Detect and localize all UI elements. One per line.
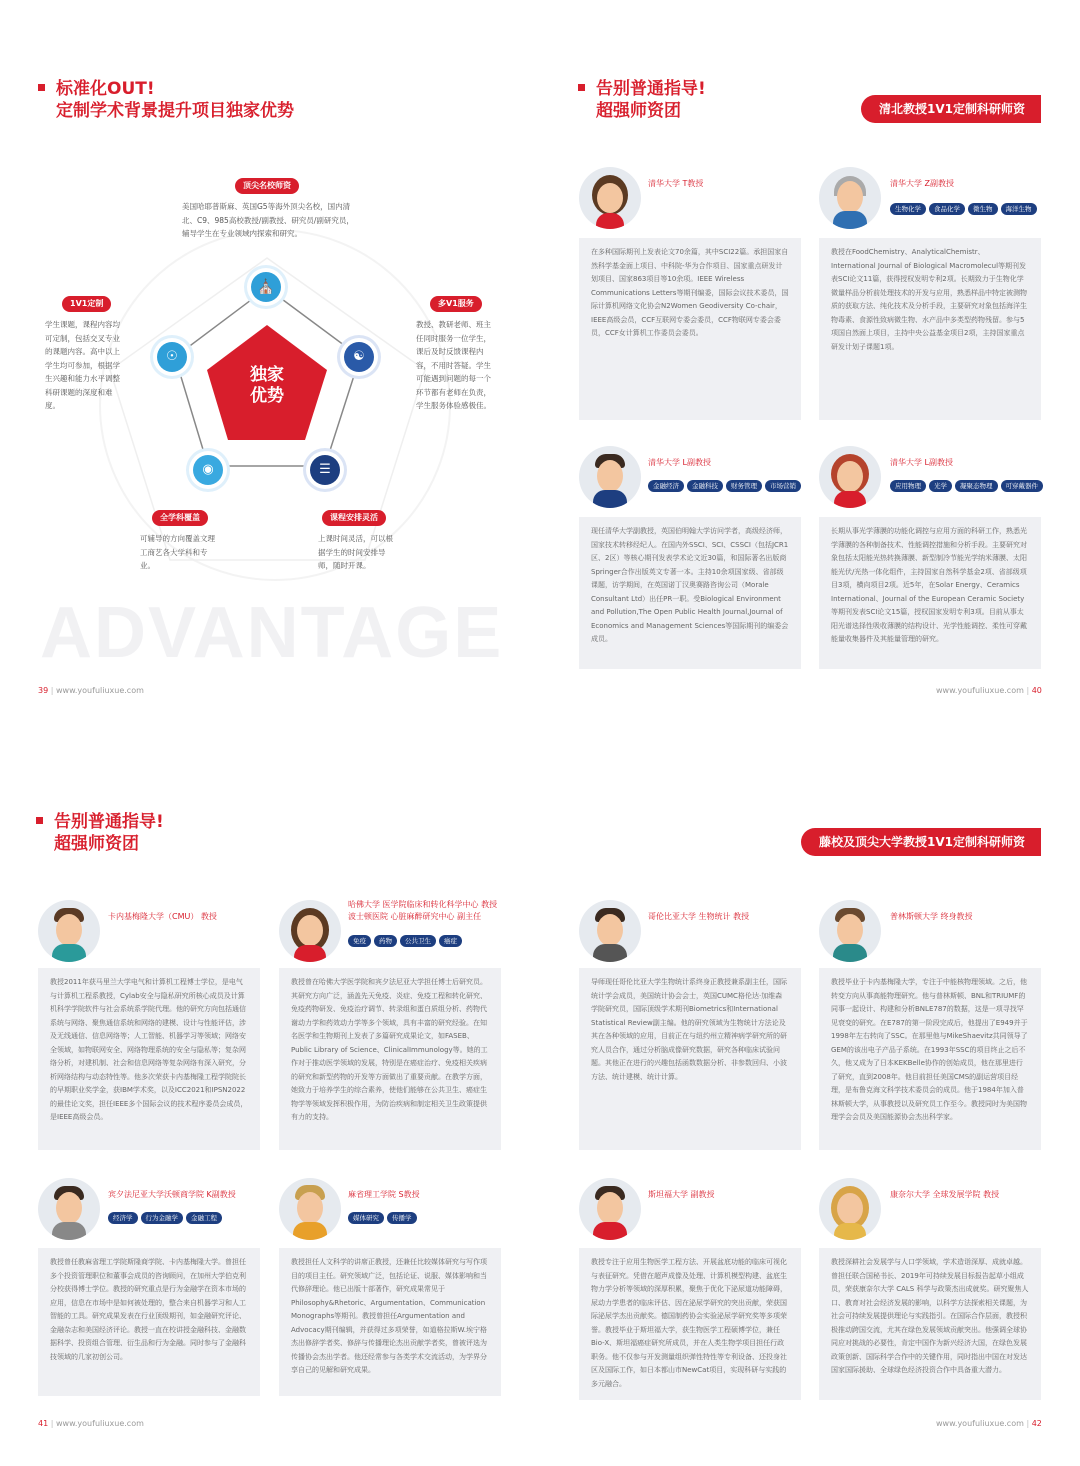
tag: 经济学 bbox=[108, 1212, 138, 1224]
page-number: 40 bbox=[1031, 686, 1042, 695]
profile-card bbox=[38, 1248, 260, 1396]
tag: 凝聚态物理 bbox=[955, 480, 998, 492]
tag: 癌症 bbox=[439, 935, 462, 947]
profile-text: 教授曾在哈佛大学医学院和宾夕法尼亚大学担任博士后研究员。其研究方向广泛，涵盖先天免疫、炎症、免疫工程和转化研究、免疫药物研发、免疫治疗调节、转录组和蛋白质组分析、药物代谢动力学和药效动力学等多个领域，具有丰富的研究经验。在知名医学和生物期刊上发表了多篇研究成果论文，如FASEB、Public Library of Science、ClinicalImmunology等。她的工作对于推动医学领域的发展，特别是在癌症治疗、免疫相关疾病的研究和新型药物的开发等方面做出了重要贡献。在教学方面，她致力于培养学生的综合素养，使他们能够在公共卫生、癌症生物学等领域发挥积极作用，为防治疾病和制定相关卫生政策提供有力的支持。 bbox=[291, 978, 488, 1121]
heading-bullet bbox=[578, 84, 585, 91]
center-label bbox=[240, 365, 294, 407]
faculty-heading-top-line2: 超强师资团 bbox=[596, 101, 681, 121]
profile-tags bbox=[108, 1212, 222, 1224]
profile-text: 在多种国际期刊上发表论文70余篇，其中SCI22篇。承担国家自然科学基金面上项目、中科院-华为合作项目、国家重点研发计划项目、国家863项目等10余项。IEEE Wireless Communications Letters等期刊编委，国际会议技术委员，国际计算机网络文化协会N2Women Geodiversity Co-chair，IEEE高级会员，CCF互联网专委会委员，CCF物联网专委会委员，CCF女计算机工作委员会委员。 bbox=[591, 248, 789, 337]
footer-page-41: 41 | www.youfuliuxue.com bbox=[38, 1419, 144, 1428]
tag: 金融科技 bbox=[687, 480, 723, 492]
avatar bbox=[279, 1178, 341, 1240]
profile-card bbox=[579, 968, 801, 1150]
profile-card bbox=[579, 517, 801, 669]
tag: 公共卫生 bbox=[400, 935, 436, 947]
profile-card bbox=[279, 1248, 501, 1396]
profile-text: 教授曾任教麻省理工学院斯隆商学院、卡内基梅隆大学。曾担任多个投资管理职位和董事会成员的咨询顾问，在加州大学伯克利分校获得博士学位。教授的研究重点是行为金融学在资本市场的应用，信息在市场中是如何被处理的，整合来自机器学习和人工智能的工具。研究成果发表在行业顶级期刊，如金融研究评论、金融杂志和美国经济评论。教授一直在校讲授金融科技、金融数据科学、投资组合管理、衍生品和行为金融。同时参与了金融科技领域的几家初创公司。 bbox=[50, 1258, 246, 1361]
node-text-flexible-schedule: 上课时间灵活，可以根据学生的时间安排导师，随时开课。 bbox=[318, 534, 393, 570]
tag: 金融经济 bbox=[648, 480, 684, 492]
tag: 媒体研究 bbox=[348, 1212, 384, 1224]
tag: 生物化学 bbox=[890, 203, 926, 215]
profile-text: 教授专注于应用生物医学工程方法、开展盆底功能的临床可视化与表征研究。凭借在超声成像及处理、计算机模型构建、盆底生物力学分析等领域的深厚积累，聚焦于优化下泌尿道功能障碍，尿动力学患者的临床评估、因在泌尿学研究的突出贡献，荣获国际泌尿学杰出贡献奖。德国制药协会实验泌尿学研究奖等多项荣誉。教授毕业于斯坦福大学，获生物医学工程硕博学位，兼任Bio-X、斯坦福癌症研究所成员，并在人类生物学项目担任行政职务。他不仅参与开发测量组织弹性特性等专利设备、还投身社区及国际工作，如日本都山市NewCat项目，实现科研与实践的多元融合。 bbox=[591, 1258, 787, 1388]
footer-url: www.youfuliuxue.com bbox=[55, 686, 144, 695]
avatar bbox=[579, 446, 641, 508]
profile-card bbox=[819, 1248, 1041, 1400]
profile-title: 哥伦比亚大学 生物统计 教授 bbox=[648, 912, 750, 921]
advantage-heading bbox=[56, 78, 294, 122]
node-text-multi-service: 教授、教研老师、班主任同时服务一位学生，课后及时反馈课程内容，不用时答疑。学生可能遇到问题的每一个环节都有老师在负责，学生服务体验感极佳。 bbox=[416, 320, 491, 410]
avatar bbox=[819, 900, 881, 962]
profile-text: 现任清华大学副教授，英国伯明翰大学访问学者，高级经济师，国家技术转移经纪人。在国内外SSCI、SCI、CSSCI（包括JCR1区、2区）等核心期刊发表学术论文近30篇，和国际著名出版商Springer合作出版英文专著一本。主持10余项国家级、省部级课题，访学期间，在英国诺丁汉奥赛路咨询公司（Morale Consultant Ltd）出任PR一职。受Biological Environment and Pollution,The Open Public Health Journal,Journal of Economics and Management Sciences等国际期刊的编委会成员。 bbox=[591, 527, 789, 643]
profile-card bbox=[819, 238, 1041, 420]
node-custom-icon: ☉ bbox=[153, 338, 191, 376]
profile-text: 教授2011年获马里兰大学电气和计算机工程博士学位，是电气与计算机工程系教授，Cylab安全与隐私研究所核心成员及计算机科学学院软件与社会系统系学院代理。他的研究方向包括通信系统与网络、聚焦通信系统和网络的建模、设计与性能评估，涉及无线通信、信息网络等；人工智能、机器学习等领域；网络安全领域，如物联网安全、网络物理系统的安全与隐私等；复杂网络分析，对建机制、社会和信息网络等复杂网络有深入研究，分析网络结构与动态特性等。他多次荣获卡内基梅隆工程学院院长的早期职业奖学金，获IBM学术奖，以及ICC2021和IPSN2022的最佳论文奖，担任IEEE多个国际会议的技术程序委员会成员，是IEEE高级会员。 bbox=[50, 978, 248, 1121]
profile-text: 教授深耕社会发展学与人口学领域，学术造诣深厚、成就卓越。曾担任联合国秘书长、2019年可持续发展目标报告起草小组成员，荣获康奈尔大学 CALS 科学与政策杰出成就奖。研究聚焦人口、教育对社会经济发展的影响，以科学方法探索相关课题，为社会可持续发展提供理论与实践指引。在国际合作层面，教授积极推动跨国交流，尤其在绿色发展领域贡献突出。他强调全球协同应对挑战的必要性，肯定中国作为新兴经济大国，在绿色发展政策创新、国际科学合作中的关键作用，同时指出中国在对发达国家国际援助、全球绿色经济投资合作中具备重大潜力。 bbox=[831, 1258, 1029, 1374]
node-label-custom: 1V1定制 bbox=[62, 296, 111, 312]
node-label-multi-service: 多V1服务 bbox=[430, 296, 482, 312]
page-number: 39 bbox=[38, 686, 49, 695]
tag: 财务管理 bbox=[726, 480, 762, 492]
profile-title: 康奈尔大学 全球发展学院 教授 bbox=[890, 1190, 1000, 1199]
profile-tags bbox=[890, 480, 1043, 492]
profile-tags bbox=[890, 203, 1037, 215]
tag: 微生物 bbox=[968, 203, 998, 215]
footer-url: www.youfuliuxue.com bbox=[936, 686, 1024, 695]
node-schedule-icon: ☰ bbox=[306, 451, 344, 489]
tag: 应用物理 bbox=[890, 480, 926, 492]
profile-card bbox=[38, 968, 260, 1150]
faculty-heading-bottom-line2: 超强师资团 bbox=[54, 834, 139, 854]
node-team-icon: ☯ bbox=[340, 338, 378, 376]
profile-title: 卡内基梅隆大学（CMU） 教授 bbox=[108, 912, 217, 921]
profile-tags bbox=[348, 1212, 417, 1224]
tag: 传播学 bbox=[387, 1212, 417, 1224]
profile-title: 斯坦福大学 副教授 bbox=[648, 1190, 715, 1199]
profile-title: 宾夕法尼亚大学沃顿商学院 K副教授 bbox=[108, 1190, 236, 1199]
heading-bullet bbox=[38, 84, 45, 91]
tag: 行为金融学 bbox=[141, 1212, 184, 1224]
profile-title: 清华大学 Z副教授 bbox=[890, 179, 955, 188]
avatar bbox=[38, 1178, 100, 1240]
avatar bbox=[579, 900, 641, 962]
profile-card bbox=[279, 968, 501, 1150]
tag: 免疫 bbox=[348, 935, 371, 947]
tag: 药物 bbox=[374, 935, 397, 947]
profile-card bbox=[579, 238, 801, 420]
page-number: 42 bbox=[1031, 1419, 1042, 1428]
profile-tags bbox=[648, 480, 801, 492]
center-label-1: 独家 bbox=[250, 365, 284, 385]
profile-card bbox=[819, 968, 1041, 1150]
node-label-all-subjects: 全学科覆盖 bbox=[152, 510, 208, 526]
node-school-icon: ⛪ bbox=[247, 268, 285, 306]
footer-url: www.youfuliuxue.com bbox=[936, 1419, 1024, 1428]
profile-text: 长期从事光学薄膜的功能化调控与应用方面的科研工作，熟悉光学薄膜的各种制备技术、性能调控措施和分析手段。主要研究对象包括太阳能光热转换薄膜、新型制冷节能光学纳米薄膜、太阳能光伏/光热一体化组件，主持国家自然科学基金2项、省部级项目3项，横向项目2项。近5年，在Solar Energy、Ceramics International、Journal of the European Ceramic Society等期刊发表SCI论文15篇，授权国家发明专利3项。目前从事太阳光谱选择性吸收薄膜的结构设计、光学性能调控、柔性可穿戴能量收集器件及其能量管理的研究。 bbox=[831, 527, 1027, 643]
tag: 食品化学 bbox=[929, 203, 965, 215]
node-text-top-school: 美国哈耶普斯麻、英国G5等海外顶尖名校，国内清北、C9、985高校教授/副教授、研究员/副研究员，辅导学生在专业领域内探索和研究。 bbox=[182, 202, 354, 238]
faculty-heading-bottom-line1: 告别普通指导! bbox=[54, 812, 164, 832]
faculty-heading-bottom bbox=[54, 811, 164, 855]
footer-page-40: www.youfuliuxue.com | 40 bbox=[936, 686, 1042, 695]
profile-title: 麻省理工学院 S教授 bbox=[348, 1190, 420, 1199]
node-text-all-subjects: 可辅导的方向覆盖文理工商艺各大学科和专业。 bbox=[140, 534, 215, 570]
node-subject-icon: ◉ bbox=[189, 451, 227, 489]
page-number: 41 bbox=[38, 1419, 49, 1428]
node-label-flexible-schedule: 课程安排灵活 bbox=[322, 510, 386, 526]
tag: 光学 bbox=[929, 480, 952, 492]
profile-title: 清华大学 T教授 bbox=[648, 179, 704, 188]
profile-title: 普林斯顿大学 终身教授 bbox=[890, 912, 973, 921]
faculty-heading-top-line1: 告别普通指导! bbox=[596, 79, 706, 99]
profile-card bbox=[819, 517, 1041, 669]
avatar bbox=[579, 167, 641, 229]
avatar bbox=[38, 900, 100, 962]
avatar bbox=[819, 1178, 881, 1240]
profile-tags bbox=[348, 935, 462, 947]
tag: 海洋生物 bbox=[1001, 203, 1037, 215]
profile-title: 清华大学 L副教授 bbox=[890, 458, 953, 467]
heading-bullet bbox=[36, 817, 43, 824]
node-text-custom: 学生课题，课程内容均可定制，包括交叉专业的课题内容。高中以上学生均可参加，根据学生兴趣和能力水平调整科研课题的深度和难度。 bbox=[45, 320, 120, 410]
avatar bbox=[819, 446, 881, 508]
profile-text: 导师现任哥伦比亚大学生物统计系终身正教授兼系副主任，国际统计学会成员，美国统计协会会士，英国CUMC格伦达·加维森学院研究员，国际顶级学术期刊Biometrics和International Statistical Review副主编。他的研究领域为生物统计方法论及其在各种领域的应用，目前正在与纽约州立精神病学研究所的研究人员合作，通过分析脑成像研究数据，研究各种临床试验问题。其他正在进行的兴趣包括函数数据分析、非参数回归、小波方法、统计建模、统计计算。 bbox=[591, 978, 787, 1081]
advantage-heading-line1: 标准化OUT! bbox=[56, 79, 155, 99]
profile-title: 清华大学 L副教授 bbox=[648, 458, 711, 467]
node-label-top-school: 顶尖名校师资 bbox=[235, 178, 299, 194]
advantage-watermark: ADVANTAGE bbox=[40, 593, 504, 673]
advantage-heading-line2: 定制学术背景提升项目独家优势 bbox=[56, 101, 294, 121]
footer-url: www.youfuliuxue.com bbox=[55, 1419, 144, 1428]
profile-text: 教授毕业于卡内基梅隆大学，专注于中能核物理领域。之后，他转变方向从事高能物理研究。他与普林斯顿、BNL和TRIUMF的同事一起设计、构建和分析BNLE787的数据，这是一项寻找罕见衰变的研究。在E787的第一阶段完成后，他提出了E949并于1998年左右转向了SSC。在那里他与MikeShaevitz共同领导了GEM的该出电子产品子系统。在1993年SSC的项目终止之后不久，他又成为了日本KEKBelle协作的创始成员，他在那里进行了研究，直到2008年。他目前担任美国CMS的副运营项目经理，是布鲁克海文科学技术委员会的成员。他于1984年加入普林斯顿大学，从事教授以及研究员工作至今。教授同时为美国物理学会会员及美国能源协会杰出科学家。 bbox=[831, 978, 1028, 1121]
footer-page-39: 39 | www.youfuliuxue.com bbox=[38, 686, 144, 695]
profile-text: 教授担任人文科学的讲席正教授，还兼任比较媒体研究与写作项目的项目主任。研究领域广泛，包括论证、说服、媒体影响和当代修辞理论。他已出版十部著作，研究成果常见于Philosophy&Rhetoric、Argumentation、Communication Monographs等期刊。教授曾担任Argumentation and Advocacy期刊编辑，并获得过多项荣誉，如道格拉斯W.埃宁格杰出修辞学者奖、修辞与传播理论杰出贡献学者奖，曾被评选为传播协会杰出学者。他还经常参与各类学术交流活动，为学界分享自己的见解和研究成果。 bbox=[291, 1258, 488, 1374]
faculty-pill-top: 清北教授1V1定制科研师资 bbox=[861, 95, 1041, 123]
avatar bbox=[279, 900, 341, 962]
faculty-heading-top bbox=[596, 78, 706, 122]
profile-text: 教授在FoodChemistry、AnalyticalChemistr、International Journal of Biological Macromolecul等期刊发表SCI论文11篇，获得授权发明专利2项。长期致力于生物化学微量样品分析前处理技术的开发与应用，熟悉样品中特定被测物质的获取方法、纯化技术及分析手段，主要研究对象包括海洋生物毒素、食源性致病微生物、水产品中多类型药物残留。参与5项国自然面上项目，主持中央公益基金项目2项，主持国家重点研发计划子课题1项。 bbox=[831, 248, 1027, 351]
tag: 金融工程 bbox=[186, 1212, 222, 1224]
tag: 市场营销 bbox=[765, 480, 801, 492]
footer-page-42: www.youfuliuxue.com | 42 bbox=[936, 1419, 1042, 1428]
faculty-pill-bottom: 藤校及顶尖大学教授1V1定制科研师资 bbox=[801, 828, 1041, 856]
avatar bbox=[819, 167, 881, 229]
avatar bbox=[579, 1178, 641, 1240]
profile-title: 哈佛大学 医学院临床和转化科学中心 教授 波士顿医院 心脏麻醉研究中心 副主任 bbox=[348, 900, 498, 921]
center-label-2: 优势 bbox=[250, 386, 284, 406]
profile-card bbox=[579, 1248, 801, 1400]
tag: 可穿戴器件 bbox=[1001, 480, 1044, 492]
